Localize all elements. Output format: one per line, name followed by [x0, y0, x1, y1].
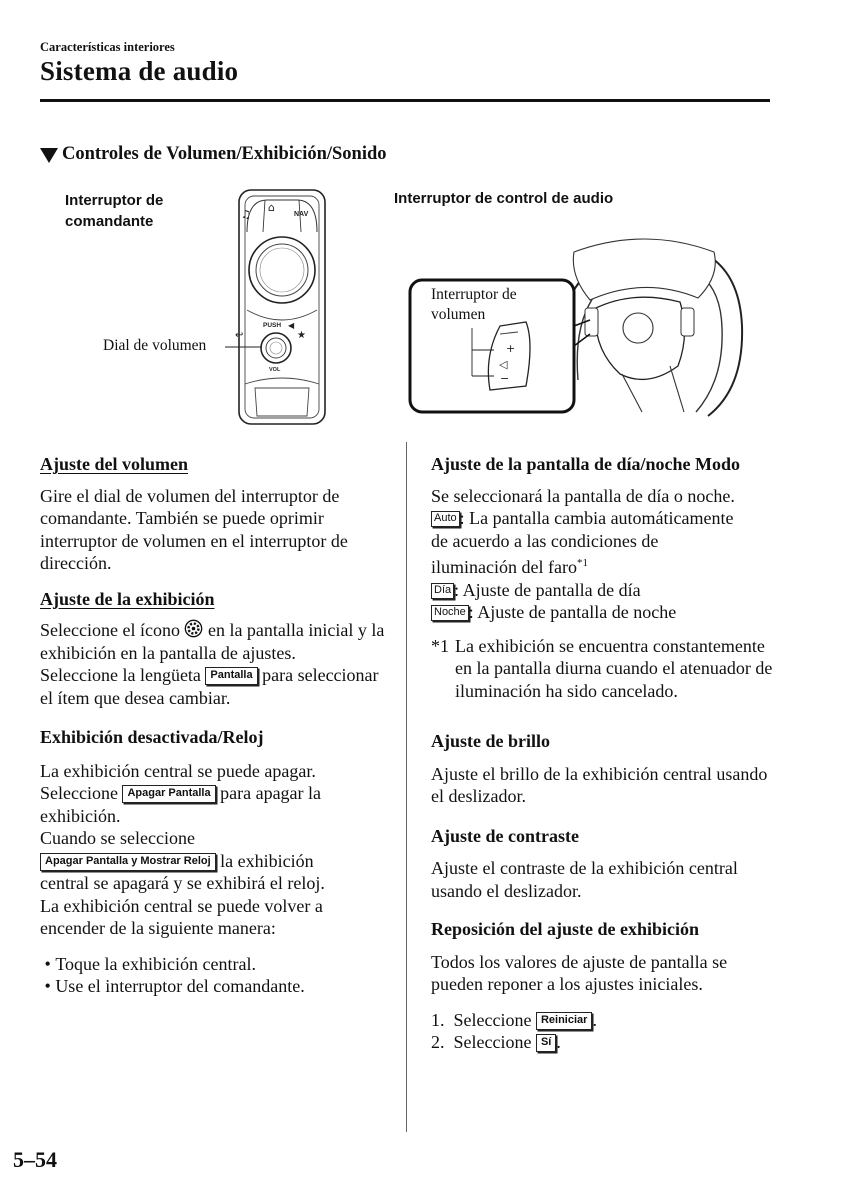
section-eyebrow: Características interiores — [40, 40, 175, 54]
noche-button[interactable]: Noche — [431, 605, 469, 621]
nav-text: NAV — [294, 211, 309, 218]
page-title: Sistema de audio — [40, 56, 239, 86]
display-paragraph-2: Seleccione la lengüeta Pantalla para seleccionar el ítem que desea cambiar. — [40, 665, 379, 708]
step-2: 2. Seleccione Sí . — [431, 1032, 561, 1052]
reiniciar-button[interactable]: Reiniciar — [536, 1012, 592, 1030]
auto-option-cont: de acuerdo a las condiciones de — [431, 530, 659, 551]
speaker-icon: ◁ — [499, 358, 508, 371]
music-note-icon: ♫ — [241, 208, 251, 221]
settings-gear-icon — [184, 619, 203, 638]
plus-icon: + — [506, 342, 516, 355]
display-off-heading: Exhibición desactivada/Reloj — [40, 727, 264, 747]
triangle-down-icon — [40, 148, 58, 163]
day-night-heading: Ajuste de la pantalla de día/noche Modo — [431, 454, 741, 474]
display-off-paragraph-3: Cuando se seleccione — [40, 828, 195, 848]
step-1: 1. Seleccione Reiniciar . — [431, 1009, 597, 1030]
volume-dial-label: Dial de volumen — [103, 337, 207, 354]
push-text: PUSH — [263, 322, 282, 329]
apagar-pantalla-button[interactable]: Apagar Pantalla — [122, 785, 215, 803]
home-icon: ⌂ — [268, 201, 275, 214]
day-night-paragraph: Se seleccionará la pantalla de día o noche. — [431, 485, 735, 506]
footnote: *1 La exhibición se encuentra constantemente en la pantalla diurna cuando el atenuador de iluminación ha sido cancelado. — [431, 635, 773, 701]
apagar-pantalla-mostrar-reloj-button[interactable]: Apagar Pantalla y Mostrar Reloj — [40, 853, 216, 871]
back-icon: ↩ — [235, 330, 244, 341]
brightness-body: Ajuste el brillo de la exhibición central usando el deslizador. — [431, 763, 768, 806]
pantalla-tab-button[interactable]: Pantalla — [205, 667, 257, 685]
right-column — [431, 453, 776, 1054]
display-off-paragraph-6: La exhibición central se puede volver a encender de la siguiente manera: — [40, 895, 323, 938]
title-rule — [40, 99, 770, 102]
left-column — [40, 453, 390, 998]
bullet-item: • Use el interruptor del comandante. — [40, 976, 305, 996]
mute-icon: ◀ — [288, 321, 295, 330]
commander-switch-illustration — [215, 188, 335, 428]
minus-icon: − — [500, 372, 510, 385]
volume-switch-label: Interruptor de volumen — [431, 286, 517, 323]
page-number: 5–54 — [13, 1147, 57, 1172]
dia-button[interactable]: Día — [431, 583, 454, 599]
volume-body: Gire el dial de volumen del interruptor de comandante. También se puede oprimir interruptor de volumen en el interruptor de dirección. — [40, 485, 348, 573]
display-off-paragraph-2: Seleccione Apagar Pantalla para apagar la exhibición. — [40, 783, 322, 826]
bullet-item: • Toque la exhibición central. — [40, 953, 256, 974]
volume-heading: Ajuste del volumen — [40, 454, 188, 474]
display-heading: Ajuste de la exhibición — [40, 588, 215, 609]
contrast-body: Ajuste el contraste de la exhibición central usando el deslizador. — [431, 858, 738, 901]
display-off-paragraph-1: La exhibición central se puede apagar. — [40, 760, 316, 781]
favorite-star-icon: ★ — [297, 330, 306, 341]
audio-control-label: Interruptor de control de audio — [394, 190, 614, 207]
section-heading — [40, 144, 387, 165]
auto-option: Auto : La pantalla cambia automáticamente — [431, 507, 776, 530]
auto-button[interactable]: Auto — [431, 511, 460, 527]
commander-switch-label: Interruptor de comandante — [65, 192, 164, 230]
brightness-heading: Ajuste de brillo — [431, 731, 550, 751]
display-paragraph-1: Seleccione el ícono en la pantalla inicial y la exhibición en la pantalla de ajustes. — [40, 620, 385, 663]
column-divider — [406, 442, 407, 1132]
auto-option-cont: iluminación del faro$^{*1}$ — [431, 557, 588, 577]
contrast-heading: Ajuste de contraste — [431, 825, 579, 846]
section-heading-text: Controles de Volumen/Exhibición/Sonido — [62, 144, 387, 164]
reset-heading: Reposición del ajuste de exhibición — [431, 919, 700, 939]
si-button[interactable]: Sí — [536, 1034, 556, 1052]
reset-body: Todos los valores de ajuste de pantalla se pueden reponer a los ajustes iniciales. — [431, 951, 728, 994]
vol-text: VOL — [269, 367, 281, 373]
display-off-paragraph-4: Apagar Pantalla y Mostrar Reloj la exhibición — [40, 850, 390, 873]
dia-option: Día : Ajuste de pantalla de día — [431, 579, 776, 602]
noche-option: Noche : Ajuste de pantalla de noche — [431, 601, 776, 624]
display-off-paragraph-5: central se apagará y se exhibirá el reloj. — [40, 873, 325, 893]
